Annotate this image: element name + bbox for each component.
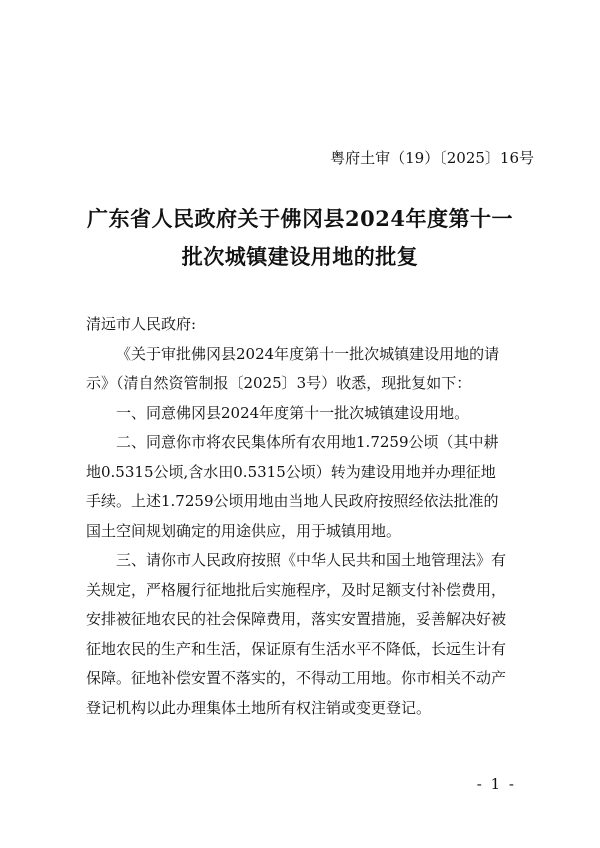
document-number: 粤府土审（19）〔2025〕16号	[330, 149, 534, 167]
paragraph-line: 示》（清自然资管制报〔2025〕3号）收悉，现批复如下：	[86, 374, 472, 392]
paragraph-line: 征地农民的生产和生活，保证原有生活水平不降低，长远生计有	[86, 639, 507, 658]
paragraph-line: 保障。征地补偿安置不落实的，不得动工用地。你市相关不动产	[86, 669, 507, 687]
document-title	[60, 200, 540, 276]
paragraph-line: 《关于审批佛冈县2024年度第十一批次城镇建设用地的请	[116, 344, 500, 363]
salutation: 清远市人民政府:	[86, 315, 197, 333]
paragraph-item-three	[86, 546, 518, 723]
paragraph-line: 三、请你市人民政府按照《中华人民共和国土地管理法》有	[116, 551, 507, 569]
title-line: 广东省人民政府关于佛冈县2024年度第十一	[87, 206, 513, 231]
document-body	[86, 310, 518, 723]
paragraph-item-two	[86, 428, 518, 546]
page-number: - 1 -	[476, 775, 516, 793]
paragraph-line: 国土空间规划确定的用途供应，用于城镇用地。	[86, 521, 402, 540]
paragraph-line: 安排被征地农民的社会保障费用，落实安置措施，妥善解决好被	[86, 610, 507, 628]
title-line: 批次城镇建设用地的批复	[181, 244, 419, 269]
paragraph-request-reference	[86, 340, 518, 399]
paragraph-line: 一、同意佛冈县2024年度第十一批次城镇建设用地。	[116, 403, 470, 422]
paragraph-line: 手续。上述1.7259公顷用地由当地人民政府按照经依法批准的	[86, 492, 499, 510]
paragraph-line: 二、同意你市将农民集体所有农用地1.7259公顷（其中耕	[116, 433, 499, 451]
paragraph-item-one	[86, 399, 518, 429]
paragraph-line: 登记机构以此办理集体土地所有权注销或变更登记。	[86, 698, 432, 717]
paragraph-line: 关规定，严格履行征地批后实施程序，及时足额支付补偿费用，	[86, 580, 507, 599]
paragraph-line: 地0.5315公顷,含水田0.5315公顷）转为建设用地并办理征地	[86, 462, 496, 481]
